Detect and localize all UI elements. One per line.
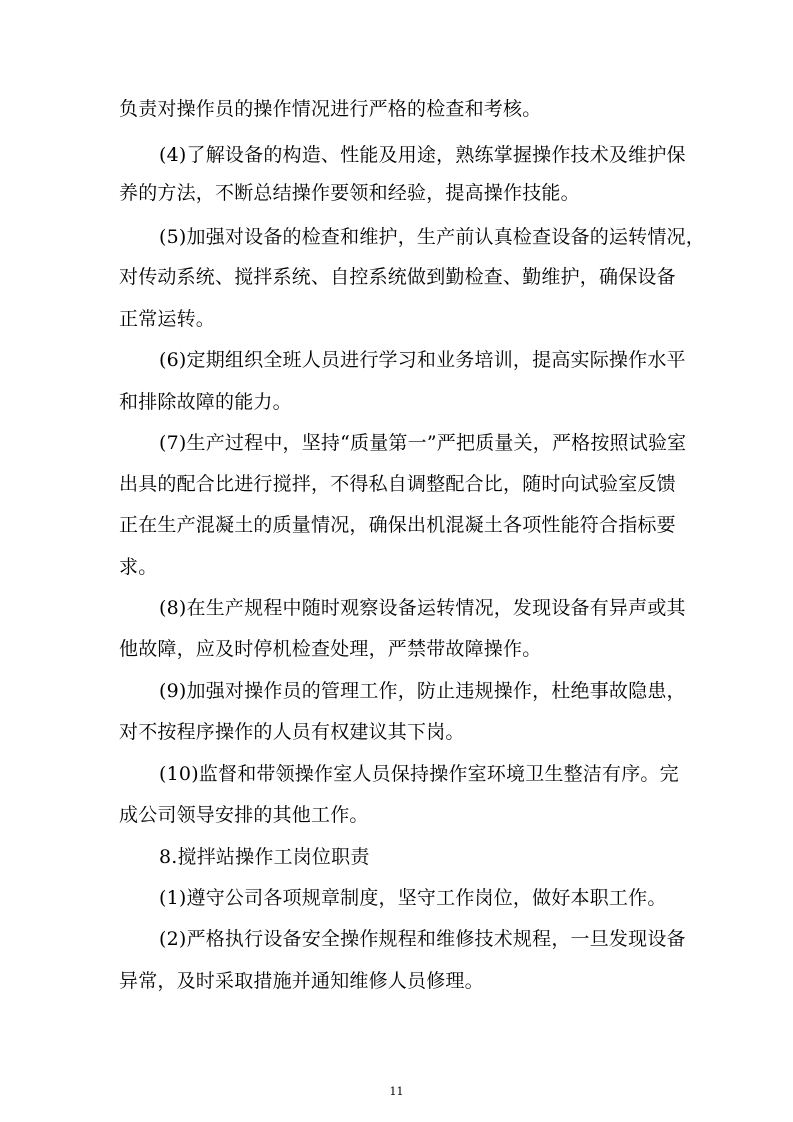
text-line: 正常运转。 [119,308,216,330]
text-line: (6)定期组织全班人员进行学习和业务培训，提高实际操作水平 [159,349,686,371]
text-line: 成公司领导安排的其他工作。 [119,804,369,826]
text-line: (8)在生产规程中随时观察设备运转情况，发现设备有异声或其 [159,597,686,619]
text-line: 出具的配合比进行搅拌，不得私自调整配合比，随时向试验室反馈 [119,473,676,495]
text-line: 对传动系统、搅拌系统、自控系统做到勤检查、勤维护，确保设备 [119,266,676,288]
text-line: (1)遵守公司各项规章制度，坚守工作岗位，做好本职工作。 [159,887,667,909]
text-line: (9)加强对操作员的管理工作，防止违规操作，杜绝事故隐患， [159,680,686,702]
text-line: 养的方法，不断总结操作要领和经验，提高操作技能。 [119,182,580,204]
text-line: 他故障，应及时停机检查处理，严禁带故障操作。 [119,638,542,660]
text-line: 异常，及时采取措施并通知维修人员修理。 [119,970,484,992]
text-line: 对不按程序操作的人员有权建议其下岗。 [119,721,465,743]
text-line: 求。 [119,556,158,578]
text-line: 和排除故障的能力。 [119,391,292,413]
text-line: (2)严格执行设备安全操作规程和维修技术规程，一旦发现设备 [159,928,686,950]
page-number: 11 [389,1085,404,1098]
text-line: 正在生产混凝土的质量情况，确保出机混凝土各项性能符合指标要 [119,514,676,536]
text-line: (10)监督和带领操作室人员保持操作室环境卫生整洁有序。完 [159,763,679,785]
section-heading: 8.搅拌站操作工岗位职责 [159,846,370,868]
text-line: (4)了解设备的构造、性能及用途，熟练掌握操作技术及维护保 [159,144,686,166]
text-line: 负责对操作员的操作情况进行严格的检查和考核。 [119,98,542,120]
text-line: (7)生产过程中，坚持“质量第一”严把质量关，严格按照试验室 [159,432,687,454]
text-line: (5)加强对设备的检查和维护，生产前认真检查设备的运转情况， [159,226,705,248]
